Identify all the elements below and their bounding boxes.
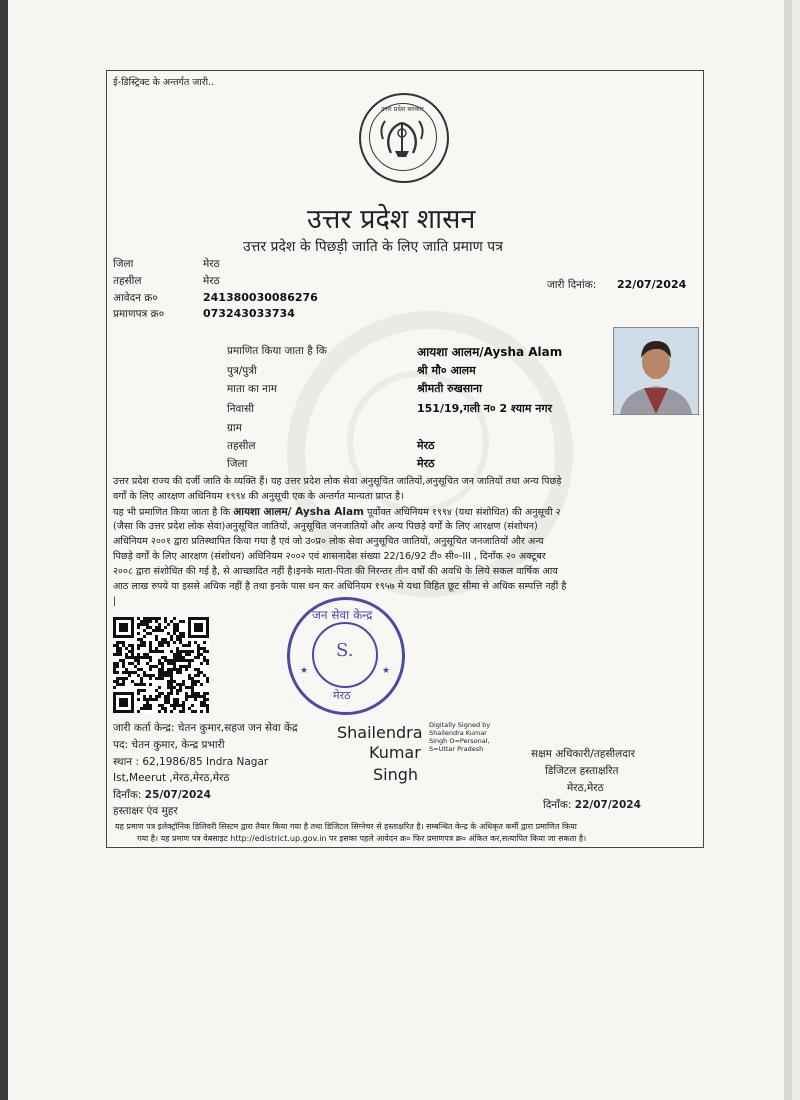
- caste-certificate: [106, 70, 704, 848]
- father-name: श्री मौ० आलम: [417, 364, 476, 377]
- body-line-8: आठ लाख रुपये या इससे अधिक नहीं है तथा इनके पास धन कर अधिनियम १९५७ मे यथा विहित छूट सीमा से अधिक सम्पत्ति नहीं है: [113, 581, 567, 592]
- details-tehsil-value: मेरठ: [417, 439, 435, 452]
- authority-title: सक्षम अधिकारी/तहसीलदार: [531, 748, 635, 760]
- body-line-1: उत्तर प्रदेश राज्य की दर्जी जाति के व्यक्ति हैं। यह उत्तर प्रदेश लोक सेवा अनुसूचित जातियों,अनुसूचित जन जातियों तथा अन्य पिछड़े: [113, 476, 562, 487]
- authority-place: मेरठ,मेरठ: [567, 782, 604, 794]
- district-label: जिला: [113, 258, 134, 270]
- issue-date-label: जारी दिनांक:: [547, 279, 597, 291]
- issuer-place-1: स्थान : 62,1986/85 Indra Nagar: [113, 756, 269, 768]
- footer-line-2: गया है। यह प्रमाण पत्र वेबसाइट http://edistrict.up.gov.in पर इसका पहले आवेदन क्र० फिर प्रमाणपत्र क्र० अंकित कर,सत्यापित किया जा सकता है।: [137, 834, 587, 843]
- body-line-4: (जैसा कि उत्तर प्रदेश लोक सेवा)अनुसूचित जातियों, अनुसूचित जनजातियों और अन्य पिछड़े वर्गों के लिए आरक्षण (संशोधन): [113, 521, 538, 532]
- scan-right-edge: [784, 0, 792, 1100]
- body-line-2: वर्गों के लिए आरक्षण अधिनियम १९९४ की अनुसूची एक के अन्तर्गत मान्यता प्राप्त है।: [113, 491, 404, 502]
- issuer-designation: पद: चेतन कुमार, केन्द्र प्रभारी: [113, 739, 225, 751]
- signature-label: हस्ताक्षर एंव मुहर: [113, 805, 178, 817]
- up-government-emblem: [359, 93, 449, 183]
- body-line-3-end: पूर्वोक्त अधिनियम १९९४ (यथा संशोधित) की अनुसूची २: [364, 507, 561, 518]
- issue-date: 22/07/2024: [617, 278, 687, 291]
- footer-line-1: यह प्रमाण पत्र इलेक्ट्रॉनिक डिलिवरी सिस्टम द्वारा तैयार किया गया है तथा डिजिटल सिग्नेचर से हस्ताक्षरित है। सम्बन्धित केन्द्र के अधिकृत कर्मी द्वारा प्रमाणित किया: [115, 822, 577, 831]
- authority-date: [543, 798, 641, 812]
- stamp-star-left-icon: ★: [300, 666, 309, 676]
- issuer-date: [113, 788, 211, 802]
- mother-label: माता का नाम: [227, 383, 277, 395]
- application-label: आवेदन क्र०: [113, 292, 158, 304]
- district-value: मेरठ: [203, 258, 220, 270]
- signer-name-line-1: Shailendra: [337, 723, 423, 742]
- body-line-9: |: [113, 596, 117, 607]
- authority-date-value: 22/07/2024: [574, 799, 641, 811]
- tehsil-label: तहसील: [113, 275, 142, 287]
- stamp-signature-mark: S.: [336, 640, 354, 661]
- details-district-value: मेरठ: [417, 457, 435, 470]
- certify-label: प्रमाणित किया जाता है कि: [227, 345, 327, 357]
- mother-name: श्रीमती रुखसाना: [417, 382, 482, 395]
- application-number: 241380030086276: [203, 291, 318, 304]
- stamp-top-text: जन सेवा केन्द्र: [312, 608, 373, 622]
- certificate-number: 073243033734: [203, 307, 295, 320]
- stamp-bottom-text: मेरठ: [333, 689, 351, 702]
- residence-label: निवासी: [227, 403, 254, 415]
- top-note: ई-डिस्ट्रिक्ट के अन्तर्गत जारी..: [113, 77, 215, 88]
- signer-name-line-2: Kumar: [369, 743, 421, 762]
- body-line-3: [113, 505, 699, 521]
- certificate-title: उत्तर प्रदेश शासन: [307, 204, 476, 235]
- stamp-star-right-icon: ★: [382, 666, 391, 676]
- body-applicant-name: आयशा आलम/ Aysha Alam: [233, 506, 364, 518]
- issuer-date-value: 25/07/2024: [144, 789, 211, 801]
- signature-meta-2: Shailendra Kumar: [429, 729, 487, 737]
- signature-meta-3: Singh O=Personal,: [429, 737, 490, 745]
- authority-digital-signed: डिजिटल हस्ताक्षरित: [545, 765, 619, 777]
- signer-name-line-3: Singh: [373, 765, 419, 784]
- body-line-6: पिछड़े वर्गों के लिए आरक्षण (संशोधन) अधिनियम २००२ एवं शासनादेश संख्या 22/16/92 टी० सी०-III , दिनाँक २० अक्टूबर: [113, 551, 546, 562]
- emblem-text: उत्तर प्रदेश सरकार: [381, 105, 424, 113]
- certificate-subtitle: उत्तर प्रदेश के पिछड़ी जाति के लिए जाति प्रमाण पत्र: [243, 239, 503, 255]
- ward-label: पुत्र/पुत्री: [227, 365, 257, 377]
- certificate-number-label: प्रमाणपत्र क्र०: [113, 308, 165, 320]
- signature-meta-1: Digitally Signed by: [429, 721, 491, 729]
- residence-address: 151/19,गली न० 2 श्याम नगर: [417, 402, 553, 415]
- authority-date-label: दिनाँक:: [543, 799, 575, 811]
- applicant-portrait-icon: [614, 328, 698, 414]
- details-district-label: जिला: [227, 458, 248, 470]
- scan-left-edge: [0, 0, 8, 1100]
- qr-code: [113, 617, 209, 713]
- details-tehsil-label: तहसील: [227, 440, 256, 452]
- body-line-7: २००८ द्वारा संशोधित की गई है, से आच्छादित नहीं है।इनके माता-पिता की निरन्तर तीन वर्षों की अवधि के लिये सकल वार्षिक आय: [113, 566, 558, 577]
- tehsil-value: मेरठ: [203, 275, 220, 287]
- issuer-date-label: दिनाँक:: [113, 789, 145, 801]
- issuing-centre: जारी कर्ता केन्द्र: चेतन कुमार,सहज जन सेवा केंद्र: [113, 722, 298, 734]
- jan-seva-kendra-stamp: [287, 597, 405, 715]
- applicant-photo: [613, 327, 699, 415]
- village-label: ग्राम: [227, 422, 242, 434]
- body-line-3-start: यह भी प्रमाणित किया जाता है कि: [113, 507, 234, 518]
- body-line-5: अधिनियम २००१ द्वारा प्रतिस्थापित किया गया है एवं जो उ०प्र० लोक सेवा अनुसूचित जातियों, अनुसूचित जनजातियों और अन्य: [113, 536, 544, 547]
- qr-code-icon: [113, 617, 209, 713]
- signature-meta-4: S=Uttar Pradesh: [429, 745, 484, 753]
- issuer-place-2: Ist,Meerut ,मेरठ,मेरठ,मेरठ: [113, 772, 230, 784]
- applicant-name: आयशा आलम/Aysha Alam: [417, 345, 563, 359]
